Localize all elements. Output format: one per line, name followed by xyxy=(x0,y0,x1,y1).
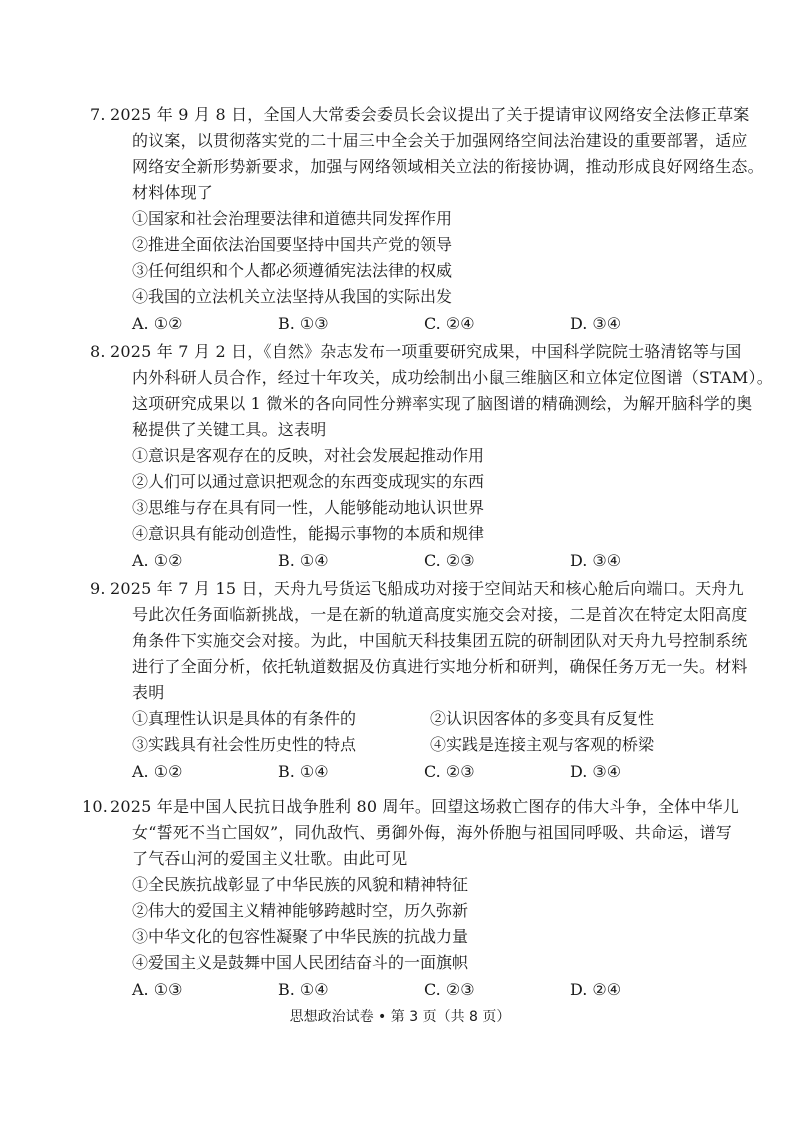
option-a: A. ①② xyxy=(132,551,183,570)
page-footer: 思想政治试卷 • 第 3 页（共 8 页） xyxy=(289,1009,511,1025)
statement: ④意识具有能动创造性，能揭示事物的本质和规律 xyxy=(132,524,485,543)
question-9 xyxy=(90,576,748,786)
question-stem-line: 了气吞山河的爱国主义壮歌。由此可见 xyxy=(132,849,408,868)
statement: ③思维与存在具有同一性，人能够能动地认识世界 xyxy=(132,498,485,517)
question-stem-line: 这项研究成果以 1 微米的各向同性分辨率实现了脑图谱的精确测绘，为解开脑科学的奥 xyxy=(132,394,753,413)
question-stem-line: 秘提供了关键工具。这表明 xyxy=(132,420,327,439)
statement: ②伟大的爱国主义精神能够跨越时空，历久弥新 xyxy=(132,901,469,920)
question-stem-line: 进行了全面分析，依托轨道数据及仿真进行实地分析和研判，确保任务万无一失。材料 xyxy=(132,657,748,676)
question-stem-line: 的议案，以贯彻落实党的二十届三中全会关于加强网络空间法治建设的重要部署，适应 xyxy=(132,131,748,150)
question-number: 8. xyxy=(90,342,106,361)
option-c: C. ②③ xyxy=(424,551,475,570)
statement: ④爱国主义是鼓舞中国人民团结奋斗的一面旗帜 xyxy=(132,953,469,972)
question-8 xyxy=(90,339,773,575)
option-d: D. ③④ xyxy=(570,762,622,781)
option-b: B. ①③ xyxy=(278,314,329,333)
statement: ③中华文化的包容性凝聚了中华民族的抗战力量 xyxy=(132,927,469,946)
option-a: A. ①③ xyxy=(132,980,183,999)
answer-options xyxy=(110,758,730,786)
option-b: B. ①④ xyxy=(278,762,329,781)
option-c: C. ②③ xyxy=(424,980,475,999)
question-stem-line: 号此次任务面临新挑战，一是在新的轨道高度实施交会对接，二是首次在特定太阳高度 xyxy=(132,605,748,624)
question-7 xyxy=(90,102,764,338)
statement: ③实践具有社会性历史性的特点 xyxy=(132,735,357,754)
statement: ③任何组织和个人都必须遵循宪法法律的权威 xyxy=(132,261,453,280)
option-c: C. ②④ xyxy=(424,314,475,333)
option-d: D. ②④ xyxy=(570,980,622,999)
statement: ①国家和社会治理要法律和道德共同发挥作用 xyxy=(132,209,453,228)
statement-row xyxy=(110,706,730,732)
question-number: 7. xyxy=(90,105,106,124)
statement: ④我国的立法机关立法坚持从我国的实际出发 xyxy=(132,287,453,306)
question-stem-line: 8. 2025 年 7 月 2 日，《自然》杂志发布一项重要研究成果，中国科学院院士骆清铭等与国 xyxy=(110,339,730,365)
question-10 xyxy=(82,794,739,1004)
question-stem-line: 网络安全新形势新要求，加强与网络领域相关立法的衔接协调，推动形成良好网络生态。 xyxy=(132,157,764,176)
option-b: B. ①④ xyxy=(278,551,329,570)
question-stem-line: 角条件下实施交会对接。为此，中国航天科技集团五院的研制团队对天舟九号控制系统 xyxy=(132,631,748,650)
question-number: 9. xyxy=(90,579,106,598)
question-stem-line: 材料体现了 xyxy=(132,183,214,202)
statement: ④实践是连接主观与客观的桥梁 xyxy=(430,735,655,754)
question-stem-line: 9. 2025 年 7 月 15 日，天舟九号货运飞船成功对接于空间站天和核心舱后向端口。天舟九 xyxy=(110,576,730,602)
statement: ②认识因客体的多变具有反复性 xyxy=(430,709,655,728)
statement: ①意识是客观存在的反映，对社会发展起推动作用 xyxy=(132,446,485,465)
statement: ①全民族抗战彰显了中华民族的风貌和精神特征 xyxy=(132,875,469,894)
option-d: D. ③④ xyxy=(570,551,622,570)
option-b: B. ①④ xyxy=(278,980,329,999)
answer-options xyxy=(110,310,730,338)
answer-options xyxy=(110,976,730,1004)
statement: ①真理性认识是具体的有条件的 xyxy=(132,709,357,728)
statement: ②推进全面依法治国要坚持中国共产党的领导 xyxy=(132,235,453,254)
statement-row xyxy=(110,732,730,758)
question-stem-line: 表明 xyxy=(132,683,165,702)
answer-options xyxy=(110,547,730,575)
question-stem-line: 7. 2025 年 9 月 8 日，全国人大常委会委员长会议提出了关于提请审议网络安全法修正草案 xyxy=(110,102,730,128)
option-a: A. ①② xyxy=(132,762,183,781)
question-stem-line: 女“誓死不当亡国奴”，同仇敌忾、勇御外侮，海外侨胞与祖国同呼吸、共命运，谱写 xyxy=(132,823,732,842)
question-stem-line: 内外科研人员合作，经过十年攻关，成功绘制出小鼠三维脑区和立体定位图谱（STAM）。 xyxy=(132,368,773,387)
option-c: C. ②③ xyxy=(424,762,475,781)
option-a: A. ①② xyxy=(132,314,183,333)
statement: ②人们可以通过意识把观念的东西变成现实的东西 xyxy=(132,472,485,491)
option-d: D. ③④ xyxy=(570,314,622,333)
question-number: 10. xyxy=(82,797,109,816)
question-stem-line: 10. 2025 年是中国人民抗日战争胜利 80 周年。回望这场救亡图存的伟大斗争，全体中华儿 xyxy=(110,794,730,820)
